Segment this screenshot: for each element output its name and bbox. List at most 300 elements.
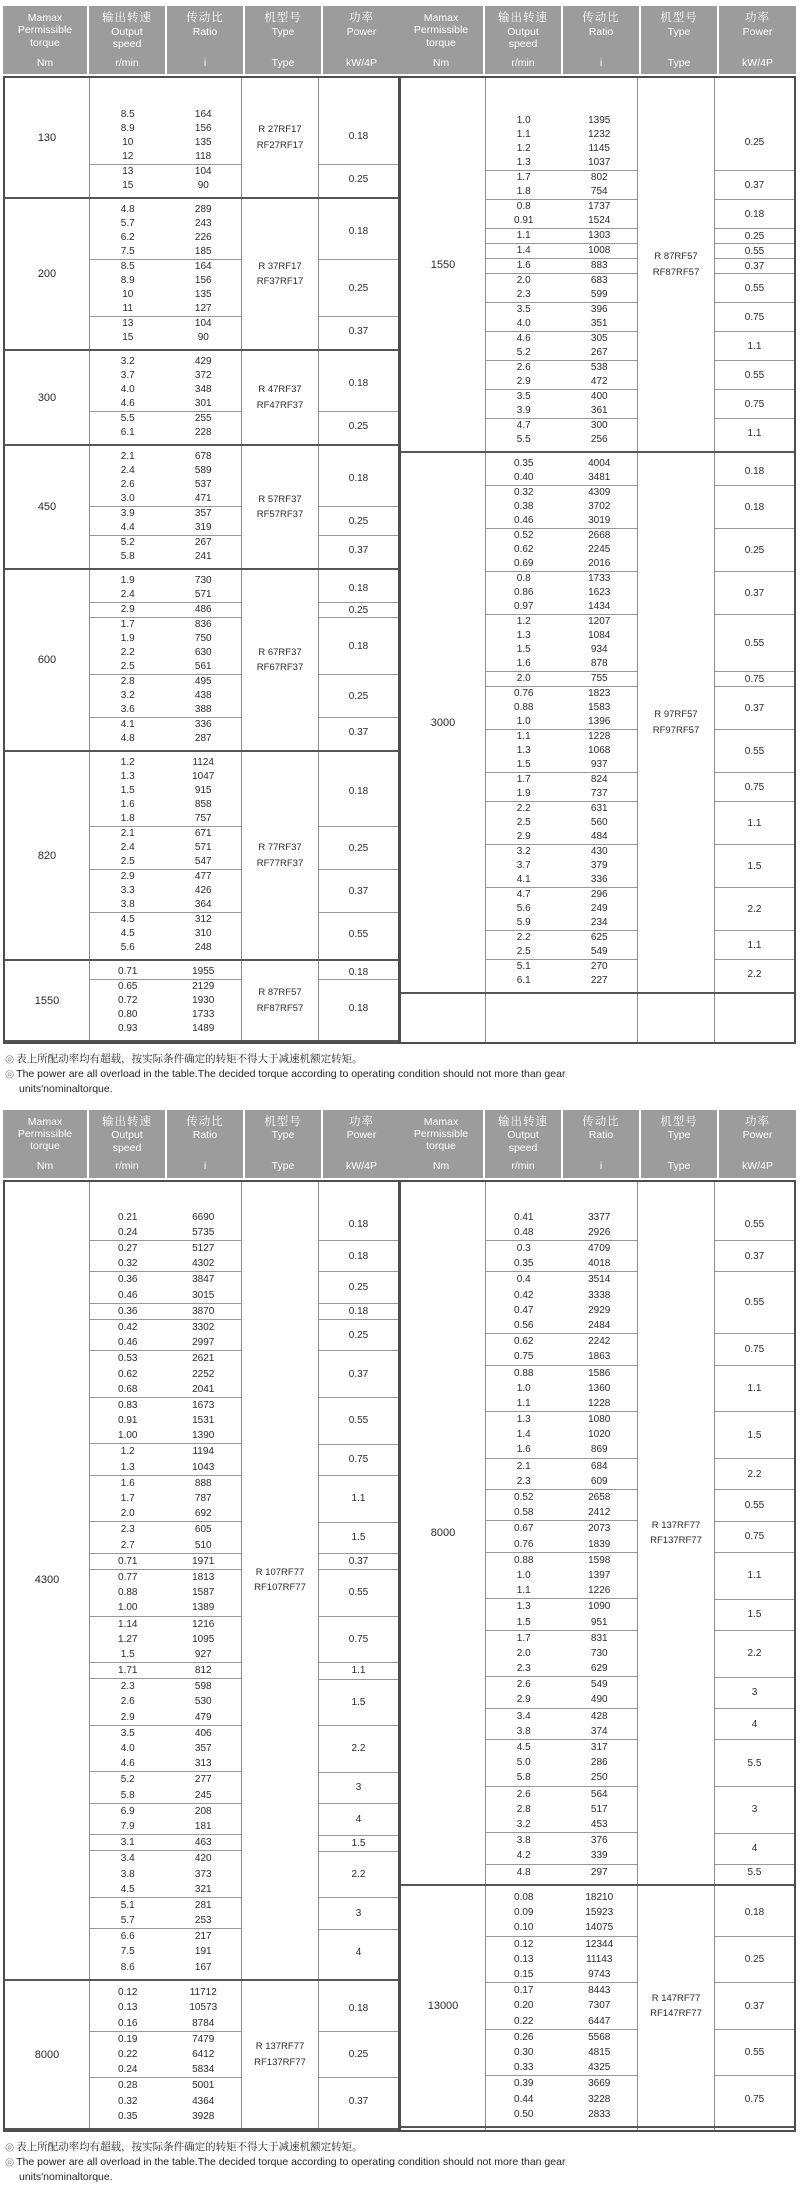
ratio-value: 2484 [588,1319,611,1331]
power-value: 0.18 [744,465,765,477]
ratio-value: 836 [194,619,212,630]
ratio-group [486,1865,637,1880]
power-group [715,244,794,259]
power-value: 0.18 [348,1250,369,1262]
power-group [319,870,398,913]
speed-value: 0.30 [514,2046,534,2058]
speed-value: 0.36 [118,1274,138,1286]
power-value: 0.37 [744,179,765,191]
speed-ratio-row [486,185,637,199]
type-cell [242,351,319,444]
speed-ratio-row [486,1225,637,1240]
speed-ratio-row [486,701,637,715]
speed-ratio-row [90,317,241,331]
speed-ratio-row [486,888,637,902]
speed-ratio-row [486,457,637,471]
ratio-value: 1531 [192,1415,215,1427]
type-code: R 87RF57 [654,251,698,263]
speed-value: 1.9 [516,788,531,799]
ratio-group [90,913,241,955]
speed-ratio-row [486,200,637,214]
ratio-group [90,1554,241,1570]
ratio-value: 11712 [189,1987,217,1999]
ratio-group [90,1679,241,1726]
ratio-value: 296 [590,889,608,900]
torque-block [401,1182,794,1884]
speed-value: 0.50 [514,2108,534,2120]
ratio-value: 684 [590,1460,608,1472]
torque-block [5,349,398,444]
ratio-value: 250 [590,1772,608,1784]
power-group [715,1865,794,1880]
type-cell [242,199,319,349]
filler-cell [715,2128,794,2130]
type-code: R 77RF37 [258,842,302,854]
speed-value: 4.1 [516,874,531,885]
ratio-value: 561 [194,661,212,672]
header-cell-speed [89,6,165,74]
header-label-line: speed [508,1141,538,1154]
ratio-value: 256 [590,434,608,445]
ratio-group [90,618,241,675]
speed-value: 3.2 [516,846,531,857]
speed-value: 0.44 [514,2093,534,2105]
ratio-value: 1043 [192,1461,215,1473]
ratio-group [486,1677,637,1708]
header-unit: r/min [511,56,535,69]
speed-value: 1.5 [516,759,531,770]
speed-ratio-row [90,369,241,383]
speed-value: 2.9 [516,831,531,842]
speed-ratio-row [90,1804,241,1819]
speed-ratio-row [486,114,637,128]
speed-value: 1.7 [120,619,135,630]
ratio-group [90,2078,241,2124]
speed-value: 2.3 [516,1475,531,1487]
speed-ratio-row [90,1382,241,1397]
speed-value: 4.6 [120,1758,135,1770]
speed-value: 1.7 [516,1632,531,1644]
speed-value: 0.42 [514,1289,534,1301]
speed-value: 2.4 [120,589,135,600]
power-value: 0.37 [744,702,765,714]
torque-block [5,568,398,750]
ratio-group [90,507,241,536]
speed-value: 5.5 [516,434,531,445]
power-group [715,773,794,802]
torque-cell: 300 [5,351,90,444]
speed-value: 4.0 [516,318,531,329]
power-value: 0.55 [744,745,765,757]
power-group [715,1272,794,1334]
power-value: 0.25 [348,1329,369,1341]
power-value: 0.18 [348,785,369,797]
power-value: 1.1 [747,1570,762,1582]
speed-value: 1.3 [516,1601,531,1613]
ratio-value: 243 [194,218,212,229]
speed-value: 1.7 [120,1493,135,1505]
header-label-line: Ratio [588,1129,614,1142]
ratio-value: 1397 [588,1569,611,1581]
ratio-group [486,931,637,960]
speed-value: 6.1 [516,975,531,986]
ratio-value: 737 [590,788,608,799]
ratio-group [486,1709,637,1740]
ratio-group [486,1210,637,1241]
speed-ratio-row [486,1848,637,1863]
ratio-group [90,260,241,317]
speed-value: 0.22 [514,2015,534,2027]
speed-value: 1.00 [118,1602,138,1614]
ratio-value: 5127 [192,1243,215,1255]
ratio-group [486,1412,637,1459]
ratio-value: 927 [194,1648,212,1660]
speed-value: 10 [122,137,134,148]
speed-ratio-row [486,274,637,288]
speed-ratio-row [90,274,241,288]
speed-value: 0.36 [118,1305,138,1317]
header-label-line: Type [667,1129,691,1142]
header-label [743,12,773,38]
type-code: RF67RF37 [256,662,304,673]
table-body [399,76,796,1044]
power-value: 4 [751,1718,758,1730]
speed-value: 0.32 [118,2095,138,2107]
speed-ratio-row [486,288,637,302]
speed-ratio-row [486,945,637,959]
ratio-group [90,574,241,603]
speed-value: 8.5 [120,109,135,120]
ratio-value: 3377 [588,1211,611,1223]
header-label [347,12,377,38]
ratio-value: 2926 [588,1226,611,1238]
speed-ratio-row [90,855,241,869]
header-label [18,1116,72,1153]
power-group [715,672,794,687]
speed-ratio-row [90,464,241,478]
speed-value: 0.67 [514,1523,534,1535]
ratio-group [486,1740,637,1787]
header-cell-torque [399,1110,483,1178]
speed-value: 0.35 [514,458,534,469]
speed-ratio-row [90,980,241,994]
power-value: 0.75 [744,2093,765,2105]
speed-ratio-row [486,1802,637,1817]
power-value: 0.37 [744,2000,765,2012]
table-filler [401,2126,794,2130]
ratio-value: 605 [194,1524,212,1536]
ratio-group [486,615,637,672]
power-value: 1.5 [351,1532,366,1544]
speed-ratio-row [486,404,637,418]
power-group [715,615,794,672]
power-value: 1.1 [747,817,762,829]
header-cell-speed [485,6,561,74]
header-cell-power [323,1110,400,1178]
speed-value: 0.80 [118,1009,138,1020]
speed-value: 2.9 [120,604,135,615]
ratio-value: 831 [590,1632,608,1644]
power-group [715,1334,794,1365]
ratio-group [90,203,241,260]
speed-ratio-row [90,870,241,884]
speed-ratio-col [90,446,242,568]
speed-value: 0.46 [118,1289,138,1301]
ratio-value: 90 [197,332,209,343]
power-value: 0.18 [348,582,369,594]
speed-ratio-row [90,703,241,717]
speed-value: 0.27 [118,1243,138,1255]
speed-value: 0.24 [118,1226,138,1238]
speed-value: 7.9 [120,1820,135,1832]
ratio-value: 530 [194,1696,212,1708]
speed-ratio-row [486,2014,637,2029]
header-cell-type [641,1110,717,1178]
ratio-group [90,1320,241,1351]
speed-value: 3.8 [516,1725,531,1737]
ratio-value: 1587 [192,1587,215,1599]
power-group [715,1678,794,1709]
speed-ratio-row [90,1944,241,1959]
speed-value: 6.2 [120,232,135,243]
speed-ratio-row [90,660,241,674]
speed-value: 1.2 [516,616,531,627]
header-label-line: 机型号 [660,12,698,24]
speed-value: 5.1 [120,1899,135,1911]
speed-value: 1.7 [516,774,531,785]
speed-value: 0.62 [118,1368,138,1380]
ratio-group [486,1833,637,1864]
ratio-value: 1598 [588,1554,611,1566]
speed-value: 0.91 [118,1415,138,1427]
ratio-value: 430 [590,846,608,857]
ratio-value: 1020 [588,1429,611,1441]
spec-table [3,1110,400,2132]
speed-ratio-row [486,873,637,887]
header-label-line: 功率 [348,12,374,24]
speed-ratio-row [486,1427,637,1442]
ratio-value: 12344 [585,1938,614,1950]
ratio-group [486,229,637,244]
speed-ratio-col [90,752,242,959]
header-label-line: Permissible [413,1128,469,1141]
ratio-group [486,1937,637,1984]
header-unit: r/min [115,56,139,69]
ratio-group [486,419,637,447]
power-value: 0.55 [744,1297,765,1309]
header-label-line: torque [30,36,60,49]
header-label [414,12,468,49]
power-value: 0.75 [744,311,765,323]
speed-value: 3.5 [516,391,531,402]
power-group [319,1523,398,1554]
speed-ratio-row [90,1554,241,1569]
table-filler [5,2128,398,2130]
header-unit: i [203,56,207,69]
header-label-line: 输出转速 [498,1115,548,1128]
ratio-value: 2252 [192,1368,215,1380]
ratio-group [486,2030,637,2077]
speed-ratio-row [486,486,637,500]
ratio-group [90,603,241,618]
ratio-value: 2412 [588,1507,611,1519]
ratio-group [90,1804,241,1835]
ratio-value: 683 [590,275,608,286]
header-label-line: speed [508,37,538,50]
speed-ratio-row [486,128,637,142]
speed-ratio-row [90,550,241,564]
speed-value: 5.9 [516,917,531,928]
power-value: 3 [355,1782,362,1794]
speed-ratio-row [90,1898,241,1913]
speed-ratio-row [486,773,637,787]
ratio-value: 255 [194,413,212,424]
power-group [715,1210,794,1241]
speed-value: 1.1 [516,1397,531,1409]
ratio-value: 167 [194,1961,212,1973]
ratio-value: 319 [194,522,212,533]
speed-ratio-row [90,1694,241,1709]
speed-ratio-row [486,600,637,614]
ratio-group [486,1521,637,1552]
power-value: 0.25 [348,173,369,185]
speed-ratio-row [486,171,637,185]
header-label-line: 输出转速 [498,12,548,24]
ratio-group [90,870,241,913]
circle-bullet-icon: ◎ [5,1053,15,1065]
ratio-group [486,1459,637,1490]
ratio-value: 3481 [588,472,611,483]
type-cell [242,961,319,1040]
power-value: 0.55 [348,1415,369,1427]
power-value: 2.2 [747,903,762,915]
ratio-value: 3019 [588,515,611,526]
ratio-value: 4815 [588,2046,611,2058]
type-code: R 27RF17 [258,124,302,136]
header-label-line: 传动比 [186,12,224,24]
speed-ratio-row [90,2062,241,2077]
header-label-line: Output [111,25,143,38]
power-col [715,453,794,992]
speed-ratio-row [90,412,241,426]
header-cell-power [719,1110,796,1178]
speed-ratio-row [486,1583,637,1598]
speed-value: 0.65 [118,981,138,992]
speed-value: 2.4 [120,842,135,853]
ratio-value: 812 [194,1665,212,1677]
type-code: RF57RF37 [256,509,304,520]
ratio-value: 14075 [585,1922,614,1934]
speed-value: 3.9 [516,405,531,416]
speed-value: 0.53 [118,1353,138,1365]
ratio-value: 2245 [588,544,611,555]
speed-value: 1.0 [516,1382,531,1394]
ratio-value: 4325 [588,2062,611,2074]
type-code: R 107RF77 [255,1567,305,1579]
speed-value: 8.9 [120,123,135,134]
speed-ratio-row [486,1505,637,1520]
ratio-value: 11143 [586,1953,613,1965]
power-group [319,1304,398,1320]
footnote-zh [5,1052,659,1067]
speed-ratio-row [486,715,637,729]
speed-ratio-row [90,450,241,464]
power-value: 0.25 [348,2049,369,2061]
power-group [715,1412,794,1459]
ratio-value: 549 [590,946,608,957]
power-group [319,1804,398,1835]
type-code: R 137RF77 [651,1519,701,1531]
speed-value: 4.6 [120,398,135,409]
ratio-value: 313 [194,1758,212,1770]
header-label [498,12,548,50]
tables-top [3,6,797,1044]
speed-ratio-row [90,732,241,746]
ratio-value: 598 [194,1681,212,1693]
ratio-value: 878 [590,658,608,669]
ratio-value: 1216 [192,1618,215,1630]
speed-value: 5.0 [516,1757,531,1769]
speed-ratio-row [90,2032,241,2047]
speed-value: 0.83 [118,1399,138,1411]
ratio-value: 312 [194,914,212,925]
speed-ratio-row [90,331,241,345]
power-col [319,78,398,197]
table-header [3,6,400,74]
speed-ratio-row [90,770,241,784]
speed-ratio-row [90,1617,241,1632]
ratio-value: 208 [194,1805,212,1817]
power-value: 0.55 [744,282,765,294]
ratio-value: 755 [590,673,608,684]
power-group [715,200,794,229]
speed-ratio-row [486,1833,637,1848]
header-label [186,1116,224,1142]
speed-ratio-row [486,730,637,744]
header-label [18,12,72,49]
type-cell [638,78,715,451]
power-value: 0.37 [744,1250,765,1262]
speed-ratio-row [486,615,637,629]
speed-ratio-row [486,317,637,331]
power-col [319,961,398,1040]
header-label [102,1116,152,1154]
speed-ratio-col [90,961,242,1040]
speed-ratio-row [90,1367,241,1382]
header-cell-ratio [563,6,639,74]
speed-ratio-row [486,229,637,243]
speed-ratio-row [486,1256,637,1271]
speed-value: 1.6 [120,1477,135,1489]
speed-value: 1.0 [516,1569,531,1581]
speed-value: 3.2 [120,356,135,367]
ratio-value: 1390 [192,1430,215,1442]
ratio-group [90,1304,241,1320]
power-value: 0.18 [348,377,369,389]
ratio-group [486,457,637,486]
ratio-value: 787 [194,1493,212,1505]
speed-value: 0.32 [514,487,534,498]
torque-block [401,1884,794,2126]
speed-ratio-row [486,916,637,930]
ratio-value: 10573 [189,2002,218,2014]
speed-ratio-row [486,672,637,686]
speed-ratio-row [90,1710,241,1725]
speed-value: 0.08 [514,1892,534,1904]
speed-ratio-row [486,845,637,859]
power-value: 0.55 [744,245,765,257]
speed-ratio-row [486,2045,637,2060]
